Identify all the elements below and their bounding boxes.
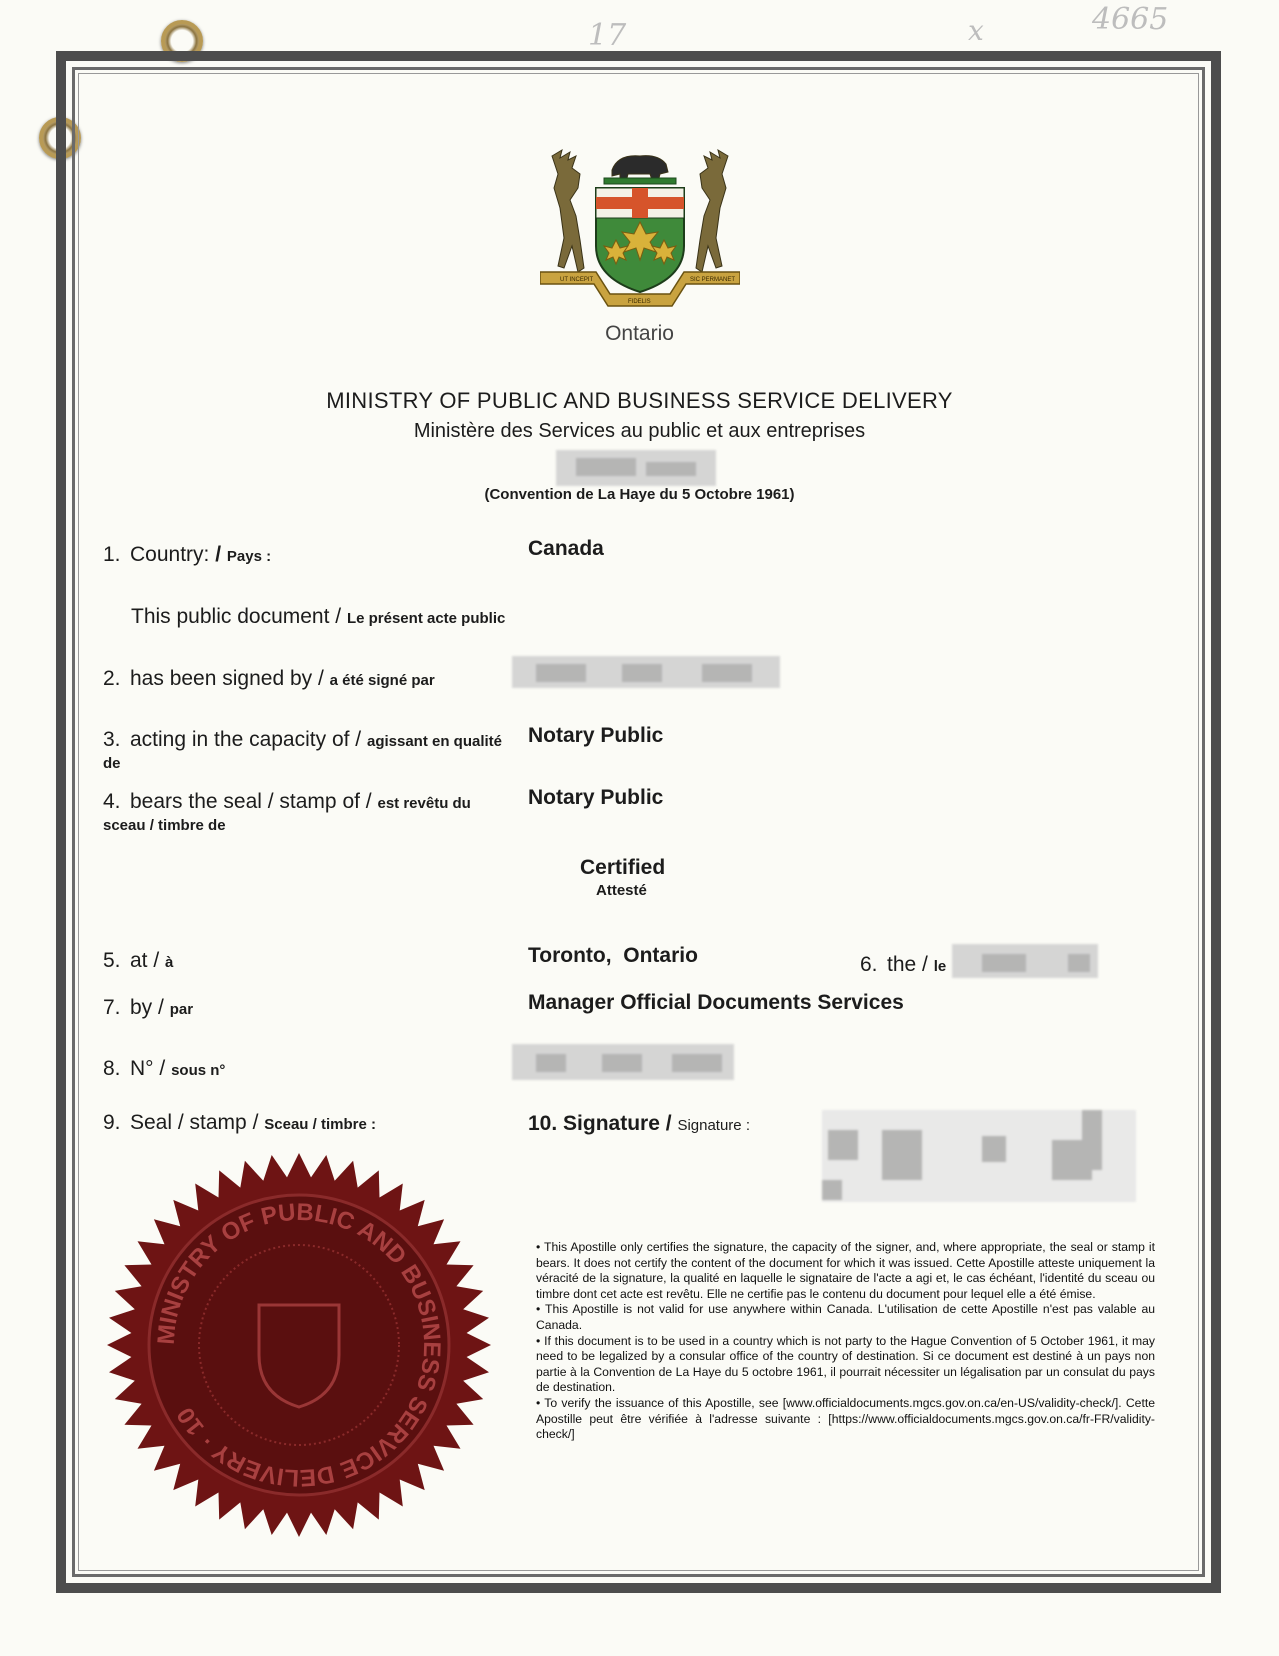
field-seal-of-value: Notary Public [528, 786, 664, 809]
redacted-apostille-number [512, 1044, 734, 1080]
seal-ring-text: MINISTRY OF PUBLIC AND BUSINESS SERVICE DELIVERY · 10 [152, 1198, 446, 1492]
certified-label-fr: Attesté [596, 882, 647, 899]
motto-center-text: FIDELIS [628, 299, 651, 305]
field-capacity-value: Notary Public [528, 724, 664, 747]
redacted-date [952, 944, 1098, 978]
field-at-label: 5. at / à [103, 949, 174, 972]
motto-left-text: UT INCEPIT [560, 277, 594, 283]
certified-label: Certified [580, 856, 666, 879]
field-by-label: 7. by / par [103, 996, 194, 1019]
wax-seal-icon [104, 1150, 494, 1540]
note-4: • To verify the issuance of this Apostille, see [www.officialdocuments.mgcs.gov.on.ca/en-US/validity-check/]. Cette Apostille peut être vérifiée à l'adresse suivante : [https://www.officialdocuments.mgcs.gov.on.ca/fr-FR/validity-check/] [536, 1395, 1155, 1442]
field-number-label: 8. N° / sous n° [103, 1057, 226, 1080]
field-date-label: 6. the / le [860, 953, 947, 976]
apostille-notes [536, 1240, 1155, 1443]
field-seal-of-label: 4. bears the seal / stamp of / est revêtu du sceau / timbre de [103, 790, 471, 834]
pencil-mark-3: 4665 [1092, 2, 1169, 37]
ontario-coat-of-arms-icon [540, 148, 740, 320]
convention-subtitle: (Convention de La Haye du 5 Octobre 1961) [484, 486, 795, 503]
field-country-label: 1. Country: / Pays : [103, 543, 272, 566]
field-country-value: Canada [528, 537, 604, 560]
redacted-signature [822, 1110, 1136, 1202]
field-seal-label: 9. Seal / stamp / Sceau / timbre : [103, 1111, 376, 1134]
public-document-label: This public document / Le présent acte public [131, 605, 506, 628]
pencil-mark-2: x [968, 14, 984, 47]
field-capacity-label: 3. acting in the capacity of / agissant en qualité de [103, 728, 503, 772]
ministry-title-fr: Ministère des Services au public et aux entreprises [413, 420, 866, 442]
field-by-value: Manager Official Documents Services [528, 991, 904, 1014]
pencil-mark-1: 17 [588, 18, 627, 53]
field-at-value: Toronto, Ontario [528, 944, 698, 967]
field-signature-label: 10. Signature / Signature : [528, 1112, 750, 1135]
note-3: • If this document is to be used in a country which is not party to the Hague Convention of 5 October 1961, it may need to be legalized by a consular office of the country of destination. Si ce document est destiné à un pays non partie à la Convention de La Haye du 5 octobre 1961, il pourrait nécessiter un légalisation par un consulat du pays de destination. [536, 1333, 1155, 1395]
ministry-title-en: MINISTRY OF PUBLIC AND BUSINESS SERVICE DELIVERY [326, 388, 953, 413]
note-1: • This Apostille only certifies the signature, the capacity of the signer, and, where appropriate, the seal or stamp it bears. It does not certify the content of the document for which it was issued. Cette Apostille atteste uniquement la véracité de la signature, la qualité en laquelle le signataire de l'acte a agi et, le cas échéant, l'identité du sceau ou timbre dont cet acte est revêtu. Elle ne certifie pas le contenu du document pour lequel elle a été émise. [536, 1240, 1155, 1301]
coat-of-arms-label: Ontario [605, 322, 674, 345]
field-signed-by-label: 2. has been signed by / a été signé par [103, 667, 435, 690]
redacted-signer-name [512, 656, 780, 688]
seal-ring [149, 1195, 449, 1495]
motto-right-text: SIC PERMANET [690, 277, 736, 283]
note-2: • This Apostille is not valid for use anywhere within Canada. L'utilisation de cette Apostille n'est pas valable au Canada. [536, 1302, 1155, 1332]
redacted-apostille-heading [556, 450, 716, 486]
